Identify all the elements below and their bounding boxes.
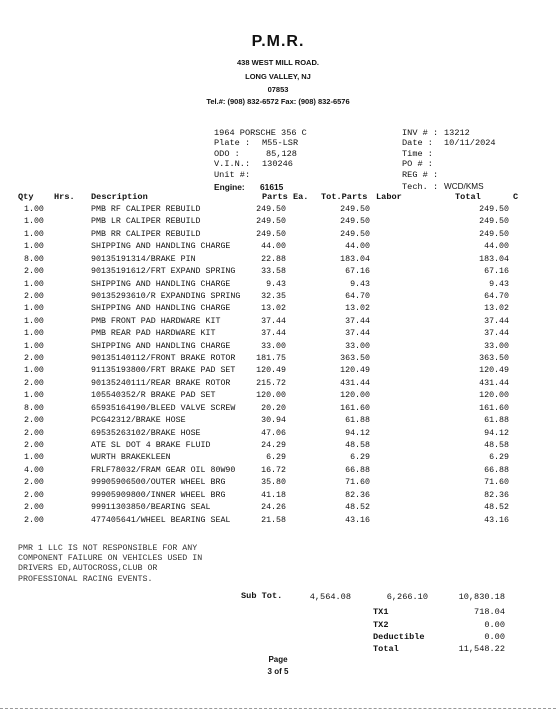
item-total: 71.60	[484, 478, 509, 488]
item-qty: 2.00	[24, 515, 44, 525]
table-row	[0, 242, 556, 255]
item-description: 99911303850/BEARING SEAL	[91, 503, 211, 513]
item-parts-each: 24.29	[261, 440, 286, 450]
item-parts-each: 9.43	[266, 279, 286, 289]
item-parts-each: 181.75	[256, 354, 286, 364]
table-row	[0, 329, 556, 342]
item-qty: 2.00	[24, 490, 44, 500]
item-qty: 2.00	[24, 378, 44, 388]
item-qty: 1.00	[24, 366, 44, 376]
item-total-parts: 249.50	[340, 205, 370, 214]
item-total: 249.50	[479, 217, 509, 227]
table-row	[0, 280, 556, 293]
item-parts-each: 44.00	[261, 242, 286, 252]
company-name: P.M.R.	[251, 33, 305, 50]
time-label: Time :	[402, 148, 433, 159]
item-qty: 1.00	[24, 341, 44, 351]
disclaimer-line: PROFESSIONAL RACING EVENTS.	[18, 574, 153, 584]
tx1-value: 718.04	[474, 607, 505, 617]
col-labor: Labor	[376, 192, 402, 202]
item-total: 9.43	[489, 279, 509, 289]
item-parts-each: 30.94	[261, 416, 286, 426]
item-total: 44.00	[484, 242, 509, 252]
item-parts-each: 215.72	[256, 378, 286, 388]
page-label: Page	[268, 655, 288, 664]
item-description: PCG42312/BRAKE HOSE	[91, 416, 186, 426]
odo-value: 85,128	[266, 148, 297, 159]
parts-ea-sum: 4,564.08	[309, 592, 351, 602]
item-qty: 8.00	[24, 254, 44, 264]
inv-row	[402, 128, 496, 138]
table-row	[0, 491, 556, 504]
item-total: 64.70	[484, 291, 509, 301]
item-parts-each: 37.44	[261, 316, 286, 326]
col-hrs: Hrs.	[54, 192, 75, 202]
plate-label: Plate :	[214, 138, 251, 149]
item-parts-each: 41.18	[261, 490, 286, 500]
item-total: 37.44	[484, 316, 509, 326]
item-total-parts: 82.36	[345, 490, 370, 500]
item-qty: 1.00	[24, 304, 44, 314]
item-total: 183.04	[479, 254, 509, 264]
item-total: 43.16	[484, 515, 509, 525]
item-parts-each: 33.00	[261, 341, 286, 351]
item-description: 69535263102/BRAKE HOSE	[91, 428, 201, 438]
tx2-value: 0.00	[484, 620, 505, 630]
odo-row	[214, 149, 307, 159]
tech-row	[402, 182, 496, 192]
item-qty: 2.00	[24, 503, 44, 513]
company-phone-fax: Tel.#: (908) 832-6572 Fax: (908) 832-6576	[206, 97, 350, 106]
odo-label: ODO :	[214, 148, 240, 159]
table-row	[0, 342, 556, 355]
item-description: PMB LR CALIPER REBUILD	[91, 217, 201, 227]
item-qty: 2.00	[24, 267, 44, 277]
col-c: C	[513, 192, 519, 202]
vin-label: V.I.N.:	[214, 159, 251, 170]
item-total: 431.44	[479, 378, 509, 388]
item-parts-each: 21.58	[261, 515, 286, 525]
disclaimer-line: DRIVERS ED,AUTOCROSS,CLUB OR	[18, 564, 158, 574]
item-qty: 1.00	[24, 242, 44, 252]
item-total: 37.44	[484, 329, 509, 339]
item-parts-each: 20.20	[261, 403, 286, 413]
deductible-value: 0.00	[484, 632, 505, 642]
invoice-info	[402, 128, 496, 192]
item-total-parts: 120.00	[340, 391, 370, 401]
item-total-parts: 363.50	[340, 354, 370, 364]
vehicle-info	[214, 128, 307, 192]
item-parts-each: 47.06	[261, 428, 286, 438]
item-total-parts: 64.70	[345, 291, 370, 301]
item-description: PMB REAR PAD HARDWARE KIT	[91, 329, 216, 339]
total-value: 11,548.22	[458, 644, 505, 654]
disclaimer-line: PMR 1 LLC IS NOT RESPONSIBLE FOR ANY	[18, 544, 198, 553]
table-row	[0, 416, 556, 429]
item-description: 90135240111/REAR BRAKE ROTOR	[91, 378, 231, 388]
item-total-parts: 13.02	[345, 304, 370, 314]
item-parts-each: 35.80	[261, 478, 286, 488]
item-qty: 1.00	[24, 217, 44, 227]
item-parts-each: 249.50	[256, 217, 286, 227]
item-total-parts: 61.88	[345, 416, 370, 426]
table-row	[0, 516, 556, 529]
item-parts-each: 24.26	[261, 503, 286, 513]
item-parts-each: 249.50	[256, 205, 286, 214]
item-total: 82.36	[484, 490, 509, 500]
disclaimer-line: COMPONENT FAILURE ON VEHICLES USED IN	[18, 554, 203, 564]
tech-label: Tech. :	[402, 182, 439, 193]
date-value: 10/11/2024	[444, 138, 496, 149]
company-address-line2: LONG VALLEY, NJ	[245, 72, 311, 81]
item-description: 90135191314/BRAKE PIN	[91, 254, 196, 264]
po-label: PO # :	[402, 159, 433, 170]
item-parts-each: 120.49	[256, 366, 286, 376]
item-total-parts: 431.44	[340, 378, 370, 388]
item-total-parts: 37.44	[345, 316, 370, 326]
item-total: 6.29	[489, 453, 509, 463]
subtotal-label: Sub Tot.	[241, 591, 283, 601]
item-total-parts: 33.00	[345, 341, 370, 351]
item-description: 90135140112/FRONT BRAKE ROTOR	[91, 354, 236, 364]
table-row	[0, 429, 556, 442]
item-qty: 1.00	[24, 279, 44, 289]
item-parts-each: 33.58	[261, 267, 286, 277]
item-description: 90135191612/FRT EXPAND SPRING	[91, 267, 236, 277]
item-parts-each: 22.88	[261, 254, 286, 264]
item-parts-each: 6.29	[266, 453, 286, 463]
inv-label: INV # :	[402, 128, 439, 138]
item-description: 99905909800/INNER WHEEL BRG	[91, 490, 226, 500]
col-parts-ea: Parts Ea.	[262, 192, 309, 202]
item-total: 48.58	[484, 440, 509, 450]
bottom-divider	[0, 708, 556, 710]
item-qty: 1.00	[24, 316, 44, 326]
vin-row	[214, 159, 307, 169]
reg-label: REG # :	[402, 169, 439, 180]
item-total: 94.12	[484, 428, 509, 438]
item-total-parts: 94.12	[345, 428, 370, 438]
col-total: Total	[455, 192, 481, 202]
item-total-parts: 48.58	[345, 440, 370, 450]
tot-parts-sum: 6,266.10	[386, 592, 428, 602]
page-number: 3 of 5	[267, 667, 289, 676]
subtotal-value: 10,830.18	[458, 592, 505, 602]
item-total: 61.88	[484, 416, 509, 426]
table-row	[0, 391, 556, 404]
item-description: 105540352/R BRAKE PAD SET	[91, 391, 216, 401]
item-qty: 1.00	[24, 205, 44, 214]
table-row	[0, 217, 556, 230]
reg-row	[402, 170, 496, 180]
item-qty: 2.00	[24, 440, 44, 450]
table-row	[0, 404, 556, 417]
item-qty: 8.00	[24, 403, 44, 413]
table-row	[0, 379, 556, 392]
item-description: PMB RR CALIPER REBUILD	[91, 229, 201, 239]
table-row	[0, 441, 556, 454]
item-total: 67.16	[484, 267, 509, 277]
item-parts-each: 249.50	[256, 229, 286, 239]
inv-value: 13212	[444, 128, 470, 138]
item-total-parts: 9.43	[350, 279, 370, 289]
item-description: 99905906500/OUTER WHEEL BRG	[91, 478, 226, 488]
item-total: 249.50	[479, 205, 509, 214]
item-total-parts: 249.50	[340, 217, 370, 227]
item-total: 161.60	[479, 403, 509, 413]
col-description: Description	[91, 192, 148, 202]
item-description: SHIPPING AND HANDLING CHARGE	[91, 341, 231, 351]
table-row	[0, 453, 556, 466]
item-total: 120.49	[479, 366, 509, 376]
engine-row	[214, 182, 307, 192]
tech-value: WCD/KMS	[444, 182, 484, 192]
engine-value: 61615	[260, 182, 284, 193]
plate-value: M55-LSR	[262, 138, 299, 149]
table-row	[0, 230, 556, 243]
item-qty: 2.00	[24, 291, 44, 301]
unit-label: Unit #:	[214, 169, 251, 180]
item-description: WURTH BRAKEKLEEN	[91, 453, 171, 463]
item-total: 48.52	[484, 503, 509, 513]
deductible-label: Deductible	[373, 632, 425, 642]
date-label: Date :	[402, 138, 433, 149]
item-qty: 1.00	[24, 229, 44, 239]
item-total-parts: 44.00	[345, 242, 370, 252]
tx2-label: TX2	[373, 620, 389, 630]
item-parts-each: 120.00	[256, 391, 286, 401]
item-total-parts: 161.60	[340, 403, 370, 413]
unit-row	[214, 170, 307, 180]
table-row	[0, 267, 556, 280]
item-total-parts: 120.49	[340, 366, 370, 376]
table-row	[0, 354, 556, 367]
time-row	[402, 149, 496, 159]
table-row	[0, 304, 556, 317]
item-description: SHIPPING AND HANDLING CHARGE	[91, 242, 231, 252]
item-parts-each: 13.02	[261, 304, 286, 314]
plate-row	[214, 138, 307, 148]
item-qty: 4.00	[24, 465, 44, 475]
item-total-parts: 66.88	[345, 465, 370, 475]
date-row	[402, 138, 496, 148]
item-qty: 2.00	[24, 478, 44, 488]
item-total-parts: 37.44	[345, 329, 370, 339]
tx1-label: TX1	[373, 607, 389, 617]
item-total: 13.02	[484, 304, 509, 314]
table-row	[0, 466, 556, 479]
company-zip: 07853	[267, 85, 289, 94]
vin-value: 130246	[262, 159, 293, 170]
company-address-line1: 438 WEST MILL ROAD.	[237, 58, 319, 67]
table-row	[0, 478, 556, 491]
disclaimer	[18, 544, 202, 585]
item-total-parts: 249.50	[340, 229, 370, 239]
table-row	[0, 292, 556, 305]
item-total-parts: 43.16	[345, 515, 370, 525]
item-total-parts: 67.16	[345, 267, 370, 277]
item-qty: 1.00	[24, 391, 44, 401]
item-description: ATE SL DOT 4 BRAKE FLUID	[91, 440, 211, 450]
table-row	[0, 205, 556, 218]
item-parts-each: 32.35	[261, 291, 286, 301]
item-qty: 2.00	[24, 354, 44, 364]
item-qty: 1.00	[24, 453, 44, 463]
col-qty: Qty	[18, 192, 34, 202]
table-row	[0, 366, 556, 379]
item-description: PMB FRONT PAD HARDWARE KIT	[91, 316, 221, 326]
table-row	[0, 255, 556, 268]
table-row	[0, 317, 556, 330]
item-total-parts: 183.04	[340, 254, 370, 264]
item-parts-each: 37.44	[261, 329, 286, 339]
item-description: PMB RF CALIPER REBUILD	[91, 205, 201, 214]
item-description: SHIPPING AND HANDLING CHARGE	[91, 304, 231, 314]
total-label: Total	[373, 644, 399, 654]
table-row	[0, 503, 556, 516]
item-total: 363.50	[479, 354, 509, 364]
item-description: 477405641/WHEEL BEARING SEAL	[91, 515, 231, 525]
item-total: 66.88	[484, 465, 509, 475]
item-total: 120.00	[479, 391, 509, 401]
item-total-parts: 71.60	[345, 478, 370, 488]
item-total-parts: 6.29	[350, 453, 370, 463]
item-description: 91135193800/FRT BRAKE PAD SET	[91, 366, 236, 376]
item-total: 249.50	[479, 229, 509, 239]
item-total: 33.00	[484, 341, 509, 351]
item-description: 90135293610/R EXPANDING SPRING	[91, 291, 241, 301]
item-qty: 1.00	[24, 329, 44, 339]
item-qty: 2.00	[24, 428, 44, 438]
item-description: SHIPPING AND HANDLING CHARGE	[91, 279, 231, 289]
engine-label: Engine:	[214, 182, 245, 193]
item-parts-each: 16.72	[261, 465, 286, 475]
vehicle-title: 1964 PORSCHE 356 C	[214, 128, 307, 138]
po-row	[402, 159, 496, 169]
col-tot-parts: Tot.Parts	[321, 192, 368, 202]
item-qty: 2.00	[24, 416, 44, 426]
item-total-parts: 48.52	[345, 503, 370, 513]
item-description: 65935164190/BLEED VALVE SCREW	[91, 403, 236, 413]
item-description: FRLF78032/FRAM GEAR OIL 80W90	[91, 465, 236, 475]
